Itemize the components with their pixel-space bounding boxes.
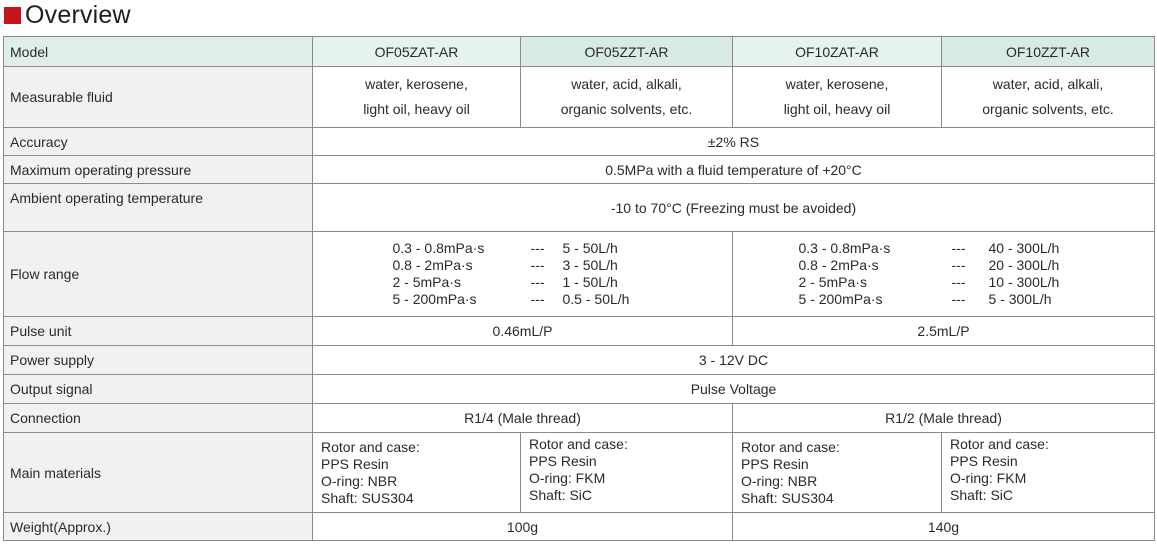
flow-group-1: 0.3 - 0.8mPa·s --- 5 - 50L/h 0.8 - 2mPa·s --- 3 - 50L/h 2 - 5mPa·s --- 1 - 50L/h 5 - 200mPa·s --- 0.5 - 50L/h xyxy=(313,232,733,317)
model-1: OF05ZAT-AR xyxy=(313,37,521,67)
fluid-cell: water, kerosene, light oil, heavy oil xyxy=(313,67,521,128)
header-row xyxy=(4,37,1155,67)
table-row xyxy=(4,156,1155,184)
weight-value-2: 140g xyxy=(733,513,1155,541)
spec-table xyxy=(3,36,1155,541)
row-label-output: Output signal xyxy=(4,375,313,404)
row-label-connection: Connection xyxy=(4,404,313,433)
table-row xyxy=(4,404,1155,433)
table-row xyxy=(4,346,1155,375)
materials-cell: Rotor and case: PPS Resin O-ring: FKM Shaft: SiC xyxy=(521,433,733,513)
connection-value-1: R1/4 (Male thread) xyxy=(313,404,733,433)
connection-value-2: R1/2 (Male thread) xyxy=(733,404,1155,433)
table-row xyxy=(4,513,1155,541)
model-4: OF10ZZT-AR xyxy=(942,37,1155,67)
header-label: Model xyxy=(4,37,313,67)
table-row xyxy=(4,128,1155,156)
table-row xyxy=(4,232,1155,317)
red-square-icon xyxy=(4,7,21,24)
model-2: OF05ZZT-AR xyxy=(521,37,733,67)
table-row xyxy=(4,184,1155,232)
row-label-power: Power supply xyxy=(4,346,313,375)
model-3: OF10ZAT-AR xyxy=(733,37,942,67)
pressure-value: 0.5MPa with a fluid temperature of +20°C xyxy=(313,156,1155,184)
table-row xyxy=(4,433,1155,513)
row-label-materials: Main materials xyxy=(4,433,313,513)
table-row xyxy=(4,317,1155,346)
weight-value-1: 100g xyxy=(313,513,733,541)
row-label-ambient: Ambient operating temperature xyxy=(4,184,313,232)
row-label-weight: Weight(Approx.) xyxy=(4,513,313,541)
fluid-cell: water, acid, alkali, organic solvents, etc. xyxy=(942,67,1155,128)
pulse-value-2: 2.5mL/P xyxy=(733,317,1155,346)
row-label-pulse: Pulse unit xyxy=(4,317,313,346)
row-label-flow: Flow range xyxy=(4,232,313,317)
output-value: Pulse Voltage xyxy=(313,375,1155,404)
fluid-cell: water, kerosene, light oil, heavy oil xyxy=(733,67,942,128)
ambient-value: -10 to 70°C (Freezing must be avoided) xyxy=(313,184,1155,232)
row-label-fluid: Measurable fluid xyxy=(4,67,313,128)
power-value: 3 - 12V DC xyxy=(313,346,1155,375)
fluid-cell: water, acid, alkali, organic solvents, etc. xyxy=(521,67,733,128)
section-title-text: Overview xyxy=(25,0,131,29)
section-title xyxy=(4,0,131,30)
table-row xyxy=(4,375,1155,404)
row-label-pressure: Maximum operating pressure xyxy=(4,156,313,184)
accuracy-value: ±2% RS xyxy=(313,128,1155,156)
row-label-accuracy: Accuracy xyxy=(4,128,313,156)
table-row xyxy=(4,67,1155,128)
materials-cell: Rotor and case: PPS Resin O-ring: NBR Shaft: SUS304 xyxy=(313,433,521,513)
materials-cell: Rotor and case: PPS Resin O-ring: NBR Shaft: SUS304 xyxy=(733,433,942,513)
flow-group-2: 0.3 - 0.8mPa·s --- 40 - 300L/h 0.8 - 2mPa·s --- 20 - 300L/h 2 - 5mPa·s --- 10 - 300L/h 5 - 200mPa·s --- 5 - 300L/h xyxy=(733,232,1155,317)
materials-cell: Rotor and case: PPS Resin O-ring: FKM Shaft: SiC xyxy=(942,433,1155,513)
pulse-value-1: 0.46mL/P xyxy=(313,317,733,346)
